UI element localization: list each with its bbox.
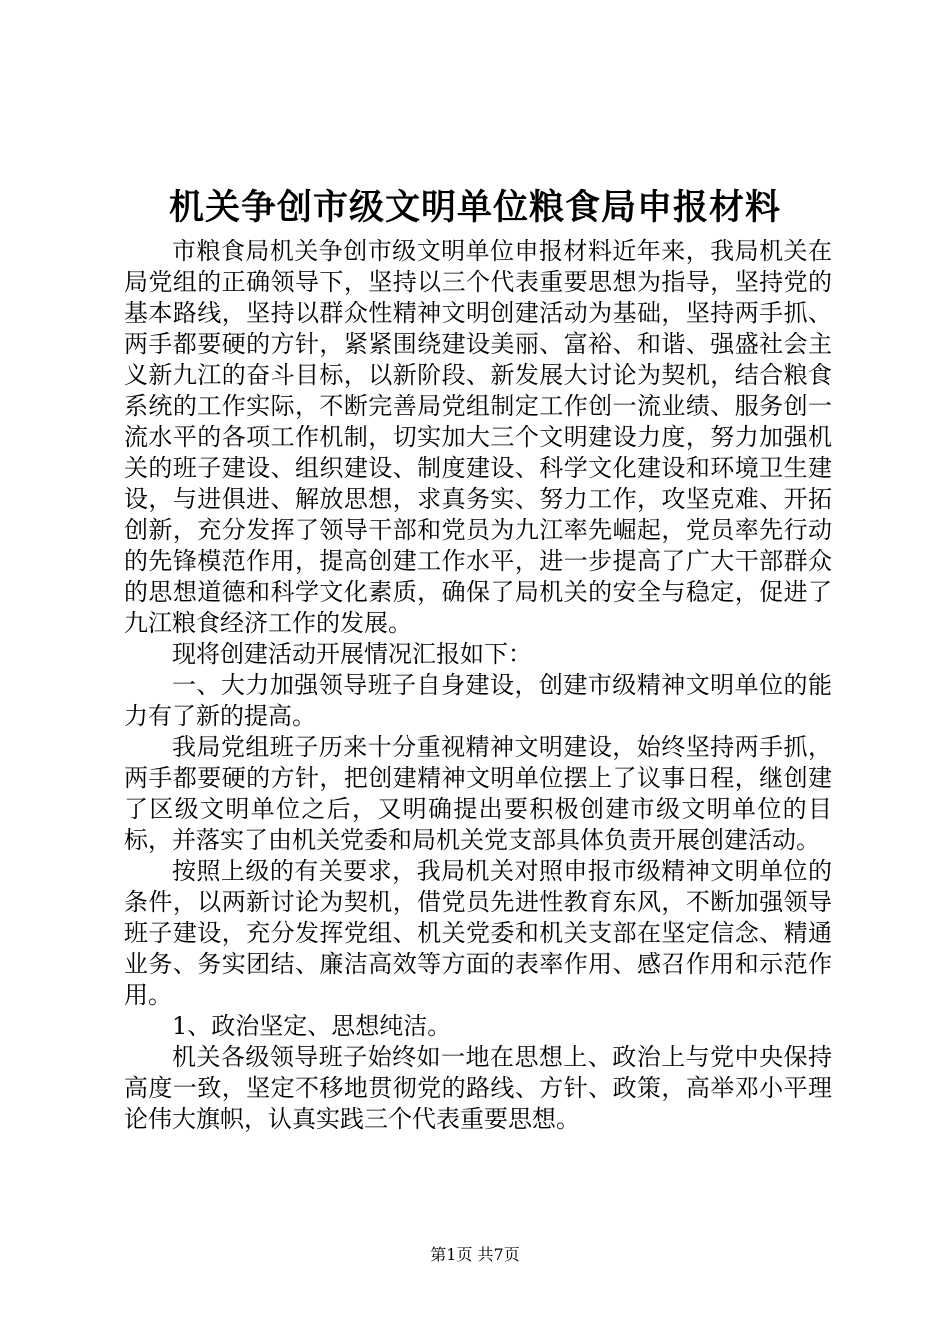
section-heading-1: 一、大力加强领导班子自身建设，创建市级精神文明单位的能力有了新的提高。 [124,671,832,730]
page-footer: 第1页 共7页 [430,1245,520,1264]
paragraph-report-lead: 现将创建活动开展情况汇报如下： [172,640,532,668]
paragraph-leadership: 我局党组班子历来十分重视精神文明建设，始终坚持两手抓，两手都要硬的方针，把创建精神文明单位摆上了议事日程，继创建了区级文明单位之后，又明确提出要积极创建市级文明单位的目标，并落实了由机关党委和局机关党支部具体负责开展创建活动。 [124,733,832,854]
document-title: 机关争创市级文明单位粮食局申报材料 [168,187,781,228]
paragraph-intro: 市粮食局机关争创市级文明单位申报材料近年来，我局机关在局党组的正确领导下，坚持以三个代表重要思想为指导，坚持党的基本路线，坚持以群众性精神文明创建活动为基础，坚持两手抓、两手都要硬的方针，紧紧围绕建设美丽、富裕、和谐、强盛社会主义新九江的奋斗目标，以新阶段、新发展大讨论为契机，结合粮食系统的工作实际，不断完善局党组制定工作创一流业绩、服务创一流水平的各项工作机制，切实加大三个文明建设力度，努力加强机关的班子建设、组织建设、制度建设、科学文化建设和环境卫生建设，与进俱进、解放思想，求真务实、努力工作，攻坚克难、开拓创新，充分发挥了领导干部和党员为九江率先崛起，党员率先行动的先锋模范作用，提高创建工作水平，进一步提高了广大干部群众的思想道德和科学文化素质，确保了局机关的安全与稳定，促进了九江粮食经济工作的发展。 [124,237,832,637]
paragraph-political: 机关各级领导班子始终如一地在思想上、政治上与党中央保持高度一致，坚定不移地贯彻党的路线、方针、政策，高举邓小平理论伟大旗帜，认真实践三个代表重要思想。 [124,1043,832,1133]
document-body [124,236,832,1135]
paragraph-requirements: 按照上级的有关要求，我局机关对照申报市级精神文明单位的条件，以两新讨论为契机，借党员先进性教育东风，不断加强领导班子建设，充分发挥党组、机关党委和机关支部在坚定信念、精通业务、务实团结、廉洁高效等方面的表率作用、感召作用和示范作用。 [124,857,832,1009]
subsection-heading-1: 1、政治坚定、思想纯洁。 [172,1012,452,1040]
